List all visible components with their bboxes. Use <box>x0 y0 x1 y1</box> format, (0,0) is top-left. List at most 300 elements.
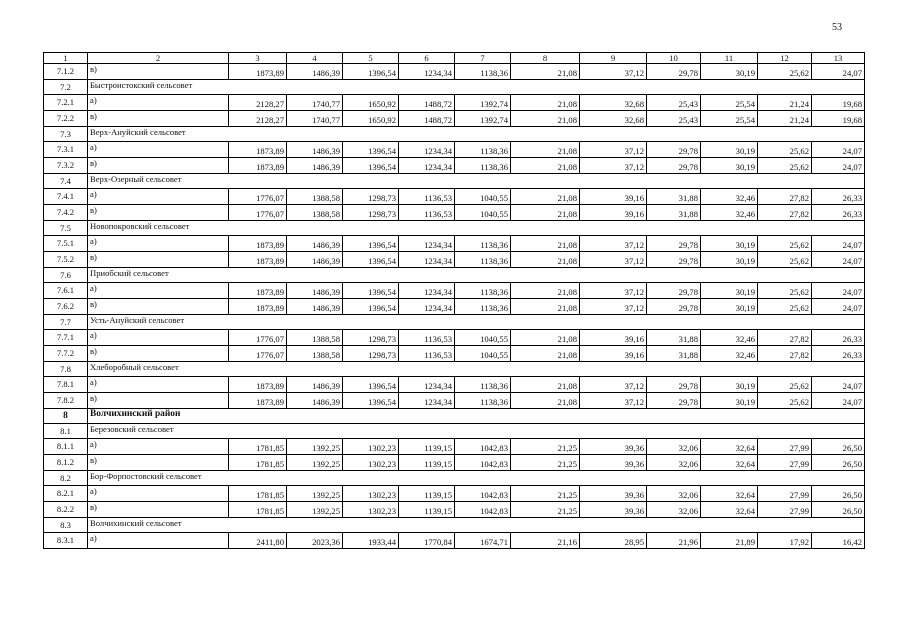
table-row <box>44 158 865 174</box>
row-label: а) <box>88 189 229 205</box>
table-row <box>44 205 865 221</box>
table-cell: 31,88 <box>647 205 701 221</box>
table-cell: 1298,73 <box>343 330 399 346</box>
table-cell: 30,19 <box>701 158 758 174</box>
row-label: в) <box>88 252 229 268</box>
table-cell: 1396,54 <box>343 283 399 299</box>
table-cell: 26,50 <box>812 502 865 518</box>
table-cell: 1234,34 <box>399 158 455 174</box>
section-code: 7.7 <box>44 315 88 330</box>
table-cell: 1486,39 <box>287 236 343 252</box>
table-cell: 1873,89 <box>229 252 287 268</box>
row-code: 7.4.1 <box>44 189 88 205</box>
table-cell: 25,54 <box>701 95 758 111</box>
table-row <box>44 142 865 158</box>
column-header: 12 <box>758 53 812 64</box>
table-cell: 1139,15 <box>399 455 455 471</box>
table-cell: 1486,39 <box>287 64 343 80</box>
row-label: а) <box>88 142 229 158</box>
table-cell: 21,08 <box>511 95 580 111</box>
section-title: Бор-Форпостовский сельсовет <box>88 471 865 486</box>
table-cell: 25,62 <box>758 158 812 174</box>
table-row <box>44 236 865 252</box>
row-code: 8.2.2 <box>44 502 88 518</box>
table-cell: 25,62 <box>758 236 812 252</box>
table-cell: 1650,92 <box>343 111 399 127</box>
row-code: 8.2.1 <box>44 486 88 502</box>
table-row <box>44 95 865 111</box>
table-cell: 30,19 <box>701 377 758 393</box>
section-code: 7.8 <box>44 362 88 377</box>
section-title: Верх-Ануйский сельсовет <box>88 127 865 142</box>
table-cell: 1042,83 <box>455 502 511 518</box>
table-cell: 27,99 <box>758 486 812 502</box>
section-row <box>44 315 865 330</box>
table-cell: 1040,55 <box>455 205 511 221</box>
table-cell: 1776,07 <box>229 346 287 362</box>
table-cell: 21,25 <box>511 455 580 471</box>
table-cell: 39,36 <box>580 455 647 471</box>
table-cell: 1138,36 <box>455 142 511 158</box>
row-label: в) <box>88 205 229 221</box>
table-cell: 32,64 <box>701 455 758 471</box>
row-label: в) <box>88 346 229 362</box>
table-cell: 1136,53 <box>399 346 455 362</box>
table-cell: 1139,15 <box>399 486 455 502</box>
table-row <box>44 533 865 549</box>
table-cell: 1138,36 <box>455 252 511 268</box>
table-cell: 1234,34 <box>399 299 455 315</box>
table-cell: 37,12 <box>580 236 647 252</box>
table-row <box>44 299 865 315</box>
table-row <box>44 439 865 455</box>
table-cell: 1234,34 <box>399 283 455 299</box>
table-cell: 25,62 <box>758 283 812 299</box>
table-cell: 1298,73 <box>343 346 399 362</box>
table-cell: 29,78 <box>647 252 701 268</box>
table-cell: 21,08 <box>511 252 580 268</box>
table-cell: 1234,34 <box>399 252 455 268</box>
table-cell: 21,08 <box>511 393 580 409</box>
table-cell: 29,78 <box>647 299 701 315</box>
row-code: 7.5.2 <box>44 252 88 268</box>
table-cell: 27,99 <box>758 502 812 518</box>
table-cell: 21,89 <box>701 533 758 549</box>
table-cell: 37,12 <box>580 377 647 393</box>
table-cell: 1392,25 <box>287 455 343 471</box>
table-cell: 39,16 <box>580 346 647 362</box>
table-cell: 21,08 <box>511 64 580 80</box>
table-cell: 25,43 <box>647 111 701 127</box>
row-code: 7.3.2 <box>44 158 88 174</box>
table-cell: 1042,83 <box>455 455 511 471</box>
tariff-table <box>43 52 865 549</box>
table-body <box>44 53 865 549</box>
column-header: 11 <box>701 53 758 64</box>
column-header: 6 <box>399 53 455 64</box>
column-header: 9 <box>580 53 647 64</box>
table-cell: 29,78 <box>647 283 701 299</box>
table-cell: 1770,84 <box>399 533 455 549</box>
table-row <box>44 455 865 471</box>
row-code: 8.3.1 <box>44 533 88 549</box>
table-cell: 24,07 <box>812 142 865 158</box>
table-cell: 21,25 <box>511 502 580 518</box>
table-cell: 1396,54 <box>343 236 399 252</box>
table-cell: 37,12 <box>580 142 647 158</box>
table-cell: 1298,73 <box>343 189 399 205</box>
table-cell: 26,33 <box>812 205 865 221</box>
table-cell: 29,78 <box>647 393 701 409</box>
table-cell: 24,07 <box>812 377 865 393</box>
table-cell: 19,68 <box>812 95 865 111</box>
section-row <box>44 362 865 377</box>
table-cell: 27,82 <box>758 189 812 205</box>
table-cell: 30,19 <box>701 142 758 158</box>
row-label: а) <box>88 95 229 111</box>
table-cell: 1776,07 <box>229 330 287 346</box>
row-label: а) <box>88 330 229 346</box>
table-cell: 37,12 <box>580 64 647 80</box>
table-cell: 21,08 <box>511 158 580 174</box>
table-cell: 25,54 <box>701 111 758 127</box>
table-cell: 1138,36 <box>455 158 511 174</box>
column-header: 1 <box>44 53 88 64</box>
row-label: в) <box>88 502 229 518</box>
table-cell: 39,16 <box>580 205 647 221</box>
table-cell: 21,25 <box>511 439 580 455</box>
table-cell: 29,78 <box>647 64 701 80</box>
table-cell: 1488,72 <box>399 95 455 111</box>
table-cell: 26,33 <box>812 189 865 205</box>
table-cell: 1873,89 <box>229 299 287 315</box>
row-label: а) <box>88 486 229 502</box>
table-cell: 1873,89 <box>229 377 287 393</box>
table-cell: 30,19 <box>701 299 758 315</box>
row-label: в) <box>88 455 229 471</box>
table-cell: 27,82 <box>758 330 812 346</box>
table-cell: 32,06 <box>647 486 701 502</box>
row-label: в) <box>88 111 229 127</box>
column-header: 3 <box>229 53 287 64</box>
row-code: 7.8.1 <box>44 377 88 393</box>
table-cell: 32,46 <box>701 189 758 205</box>
table-cell: 1136,53 <box>399 189 455 205</box>
section-title: Новопокровский сельсовет <box>88 221 865 236</box>
table-cell: 25,62 <box>758 377 812 393</box>
table-cell: 2128,27 <box>229 95 287 111</box>
table-cell: 1136,53 <box>399 330 455 346</box>
row-code: 7.8.2 <box>44 393 88 409</box>
table-cell: 1486,39 <box>287 393 343 409</box>
table-cell: 1234,34 <box>399 142 455 158</box>
section-code: 7.5 <box>44 221 88 236</box>
table-cell: 27,82 <box>758 205 812 221</box>
section-title: Верх-Озерный сельсовет <box>88 174 865 189</box>
row-code: 7.7.1 <box>44 330 88 346</box>
table-cell: 1396,54 <box>343 142 399 158</box>
table-cell: 1486,39 <box>287 377 343 393</box>
table-cell: 25,62 <box>758 393 812 409</box>
table-row <box>44 393 865 409</box>
table-cell: 1740,77 <box>287 111 343 127</box>
column-header: 7 <box>455 53 511 64</box>
section-row <box>44 268 865 283</box>
section-row <box>44 221 865 236</box>
table-cell: 39,36 <box>580 502 647 518</box>
table-cell: 1138,36 <box>455 283 511 299</box>
section-code: 7.2 <box>44 80 88 95</box>
table-row <box>44 189 865 205</box>
table-cell: 39,36 <box>580 439 647 455</box>
table-cell: 37,12 <box>580 283 647 299</box>
table-cell: 25,62 <box>758 252 812 268</box>
table-header-row <box>44 53 865 64</box>
section-title: Приобский сельсовет <box>88 268 865 283</box>
table-cell: 1392,25 <box>287 486 343 502</box>
table-cell: 1138,36 <box>455 393 511 409</box>
table-cell: 16,42 <box>812 533 865 549</box>
table-cell: 1392,74 <box>455 95 511 111</box>
table-cell: 1139,15 <box>399 502 455 518</box>
table-cell: 1392,25 <box>287 439 343 455</box>
table-row <box>44 502 865 518</box>
table-cell: 32,64 <box>701 486 758 502</box>
table-cell: 1396,54 <box>343 393 399 409</box>
table-cell: 1873,89 <box>229 64 287 80</box>
table-cell: 26,50 <box>812 439 865 455</box>
table-cell: 1396,54 <box>343 158 399 174</box>
table-cell: 37,12 <box>580 299 647 315</box>
table-row <box>44 252 865 268</box>
table-cell: 1040,55 <box>455 330 511 346</box>
table-cell: 1388,58 <box>287 189 343 205</box>
table-cell: 1781,85 <box>229 455 287 471</box>
section-row <box>44 424 865 439</box>
table-cell: 1302,23 <box>343 502 399 518</box>
section-code: 8 <box>44 409 88 424</box>
section-code: 8.1 <box>44 424 88 439</box>
section-row <box>44 174 865 189</box>
table-cell: 30,19 <box>701 252 758 268</box>
table-cell: 1650,92 <box>343 95 399 111</box>
table-cell: 24,07 <box>812 64 865 80</box>
table-cell: 37,12 <box>580 393 647 409</box>
table-cell: 19,68 <box>812 111 865 127</box>
region-title: Волчихинский район <box>88 409 865 424</box>
table-cell: 32,06 <box>647 439 701 455</box>
table-cell: 29,78 <box>647 158 701 174</box>
table-cell: 1302,23 <box>343 486 399 502</box>
table-cell: 30,19 <box>701 283 758 299</box>
table-cell: 21,08 <box>511 189 580 205</box>
table-cell: 1873,89 <box>229 283 287 299</box>
table-cell: 32,68 <box>580 111 647 127</box>
table-cell: 21,24 <box>758 95 812 111</box>
table-cell: 1302,23 <box>343 439 399 455</box>
column-header: 4 <box>287 53 343 64</box>
table-cell: 2128,27 <box>229 111 287 127</box>
table-cell: 24,07 <box>812 236 865 252</box>
table-cell: 25,43 <box>647 95 701 111</box>
table-cell: 32,46 <box>701 330 758 346</box>
table-cell: 32,68 <box>580 95 647 111</box>
table-cell: 32,64 <box>701 502 758 518</box>
table-cell: 25,62 <box>758 64 812 80</box>
table-cell: 1139,15 <box>399 439 455 455</box>
section-row <box>44 471 865 486</box>
table-cell: 37,12 <box>580 252 647 268</box>
section-code: 7.3 <box>44 127 88 142</box>
row-label: а) <box>88 283 229 299</box>
table-row <box>44 377 865 393</box>
table-cell: 26,33 <box>812 346 865 362</box>
table-cell: 1388,58 <box>287 205 343 221</box>
table-cell: 29,78 <box>647 377 701 393</box>
table-cell: 32,46 <box>701 205 758 221</box>
table-cell: 1396,54 <box>343 299 399 315</box>
table-cell: 1040,55 <box>455 346 511 362</box>
page-number: 53 <box>832 22 842 33</box>
section-title: Березовский сельсовет <box>88 424 865 439</box>
table-cell: 1138,36 <box>455 236 511 252</box>
table-cell: 1388,58 <box>287 330 343 346</box>
table-cell: 1234,34 <box>399 377 455 393</box>
table-cell: 1042,83 <box>455 439 511 455</box>
table-row <box>44 283 865 299</box>
table-cell: 1042,83 <box>455 486 511 502</box>
row-label: а) <box>88 533 229 549</box>
row-code: 7.2.2 <box>44 111 88 127</box>
table-cell: 21,08 <box>511 205 580 221</box>
table-cell: 1138,36 <box>455 377 511 393</box>
table-cell: 26,50 <box>812 455 865 471</box>
table-cell: 24,07 <box>812 393 865 409</box>
table-cell: 21,08 <box>511 283 580 299</box>
table-cell: 21,25 <box>511 486 580 502</box>
table-cell: 24,07 <box>812 299 865 315</box>
table-row <box>44 64 865 80</box>
row-code: 8.1.2 <box>44 455 88 471</box>
row-code: 7.3.1 <box>44 142 88 158</box>
table-cell: 1040,55 <box>455 189 511 205</box>
table-cell: 1873,89 <box>229 142 287 158</box>
table-row <box>44 346 865 362</box>
section-code: 8.2 <box>44 471 88 486</box>
table-cell: 31,88 <box>647 346 701 362</box>
table-cell: 21,16 <box>511 533 580 549</box>
table-cell: 25,62 <box>758 299 812 315</box>
table-cell: 1740,77 <box>287 95 343 111</box>
table-cell: 30,19 <box>701 64 758 80</box>
table-cell: 1138,36 <box>455 64 511 80</box>
table-cell: 1486,39 <box>287 283 343 299</box>
table-cell: 27,99 <box>758 455 812 471</box>
row-label: а) <box>88 439 229 455</box>
row-label: в) <box>88 393 229 409</box>
table-cell: 1781,85 <box>229 486 287 502</box>
table-cell: 24,07 <box>812 158 865 174</box>
section-title: Быстроистокский сельсовет <box>88 80 865 95</box>
table-cell: 1136,53 <box>399 205 455 221</box>
section-title: Усть-Ануйский сельсовет <box>88 315 865 330</box>
table-cell: 2411,80 <box>229 533 287 549</box>
table-cell: 28,95 <box>580 533 647 549</box>
section-title: Хлеборобный сельсовет <box>88 362 865 377</box>
column-header: 10 <box>647 53 701 64</box>
table-cell: 37,12 <box>580 158 647 174</box>
row-code: 7.1.2 <box>44 64 88 80</box>
table-cell: 1234,34 <box>399 393 455 409</box>
row-label: а) <box>88 236 229 252</box>
table-cell: 32,06 <box>647 502 701 518</box>
row-label: в) <box>88 299 229 315</box>
table-cell: 1392,74 <box>455 111 511 127</box>
column-header: 5 <box>343 53 399 64</box>
table-row <box>44 111 865 127</box>
table-cell: 1488,72 <box>399 111 455 127</box>
table-cell: 29,78 <box>647 236 701 252</box>
table-cell: 1388,58 <box>287 346 343 362</box>
table-cell: 1933,44 <box>343 533 399 549</box>
table-cell: 25,62 <box>758 142 812 158</box>
table-cell: 1234,34 <box>399 236 455 252</box>
table-cell: 1486,39 <box>287 299 343 315</box>
table-cell: 21,96 <box>647 533 701 549</box>
table-cell: 1486,39 <box>287 158 343 174</box>
table-cell: 27,99 <box>758 439 812 455</box>
column-header: 2 <box>88 53 229 64</box>
table-cell: 39,16 <box>580 189 647 205</box>
section-code: 7.6 <box>44 268 88 283</box>
table-cell: 17,92 <box>758 533 812 549</box>
section-row <box>44 518 865 533</box>
table-cell: 24,07 <box>812 252 865 268</box>
table-cell: 1298,73 <box>343 205 399 221</box>
table-cell: 1781,85 <box>229 502 287 518</box>
table-cell: 1138,36 <box>455 299 511 315</box>
table-cell: 21,24 <box>758 111 812 127</box>
table-cell: 1873,89 <box>229 393 287 409</box>
table-cell: 1396,54 <box>343 377 399 393</box>
table-cell: 1302,23 <box>343 455 399 471</box>
column-header: 13 <box>812 53 865 64</box>
table-cell: 2023,36 <box>287 533 343 549</box>
table-cell: 1392,25 <box>287 502 343 518</box>
table-cell: 27,82 <box>758 346 812 362</box>
table-cell: 21,08 <box>511 346 580 362</box>
table-cell: 21,08 <box>511 377 580 393</box>
table-cell: 31,88 <box>647 330 701 346</box>
table-cell: 1873,89 <box>229 236 287 252</box>
table-cell: 1396,54 <box>343 252 399 268</box>
table-cell: 1674,71 <box>455 533 511 549</box>
section-code: 8.3 <box>44 518 88 533</box>
row-code: 7.6.2 <box>44 299 88 315</box>
table-row <box>44 486 865 502</box>
table-cell: 30,19 <box>701 236 758 252</box>
table-cell: 1776,07 <box>229 189 287 205</box>
table-cell: 32,64 <box>701 439 758 455</box>
section-title: Волчихинский сельсовет <box>88 518 865 533</box>
table-cell: 39,36 <box>580 486 647 502</box>
table-cell: 21,08 <box>511 330 580 346</box>
table-cell: 39,16 <box>580 330 647 346</box>
table-cell: 24,07 <box>812 283 865 299</box>
table-cell: 1486,39 <box>287 252 343 268</box>
row-code: 7.6.1 <box>44 283 88 299</box>
row-code: 7.2.1 <box>44 95 88 111</box>
